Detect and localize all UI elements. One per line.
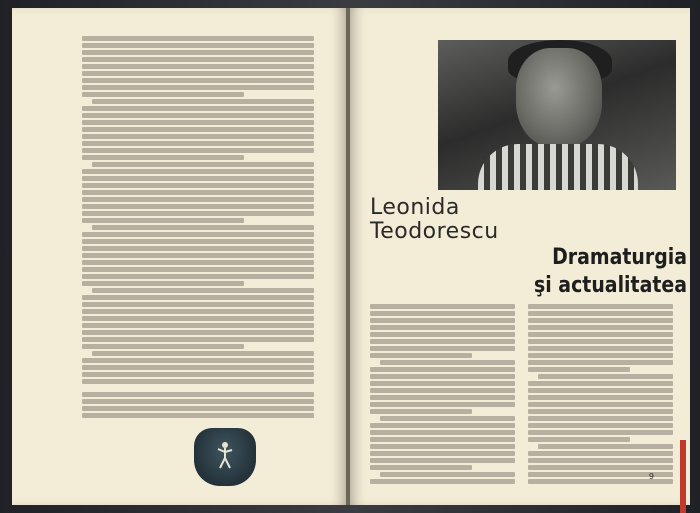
- text-line: [92, 162, 314, 167]
- text-line: [370, 332, 515, 337]
- text-line: [82, 330, 314, 335]
- text-line: [370, 465, 472, 470]
- text-line: [82, 260, 314, 265]
- text-line: [528, 458, 673, 463]
- text-line: [370, 304, 515, 309]
- text-line: [82, 141, 314, 146]
- left-closing-text: [82, 392, 314, 420]
- text-line: [82, 211, 314, 216]
- text-line: [82, 106, 314, 111]
- text-line: [82, 92, 244, 97]
- text-line: [370, 451, 515, 456]
- text-line: [82, 218, 244, 223]
- text-line: [82, 267, 314, 272]
- author-first-name: Leonida: [370, 195, 460, 220]
- text-line: [82, 309, 314, 314]
- text-line: [528, 416, 673, 421]
- text-line: [82, 64, 314, 69]
- text-line: [82, 253, 314, 258]
- text-line: [528, 325, 673, 330]
- text-line: [82, 274, 314, 279]
- bookmark-ribbon: [680, 440, 686, 513]
- right-page: [350, 8, 690, 505]
- title-line-1: Dramaturgia: [552, 245, 687, 270]
- text-line: [528, 409, 673, 414]
- text-line: [92, 225, 314, 230]
- text-line: [82, 372, 314, 377]
- text-line: [82, 302, 314, 307]
- text-line: [82, 85, 314, 90]
- photo-face: [516, 48, 602, 148]
- text-line: [528, 353, 673, 358]
- left-body-text: [82, 36, 314, 386]
- text-line: [82, 295, 314, 300]
- portrait-photo: [438, 40, 676, 190]
- text-line: [528, 381, 673, 386]
- text-line: [82, 57, 314, 62]
- text-line: [82, 50, 314, 55]
- text-line: [82, 78, 314, 83]
- text-line: [370, 479, 515, 484]
- author-last-name: Teodorescu: [370, 219, 499, 244]
- text-line: [82, 71, 314, 76]
- text-line: [528, 395, 673, 400]
- text-line: [538, 444, 673, 449]
- text-line: [82, 323, 314, 328]
- text-line: [528, 465, 673, 470]
- text-line: [528, 339, 673, 344]
- text-line: [528, 430, 673, 435]
- text-line: [82, 183, 314, 188]
- text-line: [82, 120, 314, 125]
- text-line: [370, 423, 515, 428]
- text-line: [82, 36, 314, 41]
- text-line: [82, 169, 314, 174]
- text-line: [82, 155, 244, 160]
- text-line: [528, 367, 630, 372]
- text-line: [380, 472, 515, 477]
- text-line: [380, 360, 515, 365]
- text-line: [82, 127, 314, 132]
- text-line: [528, 304, 673, 309]
- text-line: [82, 379, 314, 384]
- text-line: [370, 430, 515, 435]
- photo-shirt: [478, 144, 638, 190]
- text-line: [528, 451, 673, 456]
- text-line: [528, 437, 630, 442]
- text-line: [528, 423, 673, 428]
- right-body-column-2: [528, 304, 673, 486]
- charioteer-icon: [212, 440, 238, 470]
- text-line: [82, 316, 314, 321]
- text-line: [82, 399, 314, 404]
- text-line: [528, 360, 673, 365]
- text-line: [370, 395, 515, 400]
- text-line: [82, 281, 244, 286]
- text-line: [370, 318, 515, 323]
- text-line: [528, 318, 673, 323]
- text-line: [82, 134, 314, 139]
- text-line: [528, 388, 673, 393]
- text-line: [92, 288, 314, 293]
- text-line: [370, 325, 515, 330]
- text-line: [528, 346, 673, 351]
- right-body-column-1: [370, 304, 515, 486]
- text-line: [82, 365, 314, 370]
- text-line: [92, 351, 314, 356]
- article-title: [511, 244, 687, 300]
- text-line: [370, 311, 515, 316]
- text-line: [370, 374, 515, 379]
- text-line: [370, 388, 515, 393]
- text-line: [82, 358, 314, 363]
- page-number: 9: [648, 472, 654, 481]
- text-line: [82, 204, 314, 209]
- text-line: [82, 43, 314, 48]
- left-page: [12, 8, 346, 505]
- title-line-2: şi actualitatea: [533, 273, 687, 298]
- text-line: [370, 353, 472, 358]
- text-line: [82, 176, 314, 181]
- text-line: [92, 99, 314, 104]
- greek-vase-illustration: [194, 428, 256, 486]
- text-line: [528, 311, 673, 316]
- author-name: [370, 196, 499, 244]
- text-line: [370, 402, 515, 407]
- text-line: [82, 232, 314, 237]
- text-line: [370, 437, 515, 442]
- text-line: [538, 374, 673, 379]
- text-line: [370, 346, 515, 351]
- text-line: [82, 337, 314, 342]
- text-line: [82, 190, 314, 195]
- text-line: [528, 332, 673, 337]
- text-line: [82, 392, 314, 397]
- text-line: [82, 413, 314, 418]
- text-line: [82, 246, 314, 251]
- text-line: [82, 406, 314, 411]
- text-line: [370, 381, 515, 386]
- text-line: [82, 148, 314, 153]
- text-line: [370, 339, 515, 344]
- text-line: [370, 458, 515, 463]
- text-line: [82, 197, 314, 202]
- text-line: [82, 239, 314, 244]
- text-line: [370, 444, 515, 449]
- text-line: [528, 402, 673, 407]
- text-line: [380, 416, 515, 421]
- text-line: [370, 367, 515, 372]
- text-line: [370, 409, 472, 414]
- text-line: [82, 113, 314, 118]
- text-line: [82, 344, 244, 349]
